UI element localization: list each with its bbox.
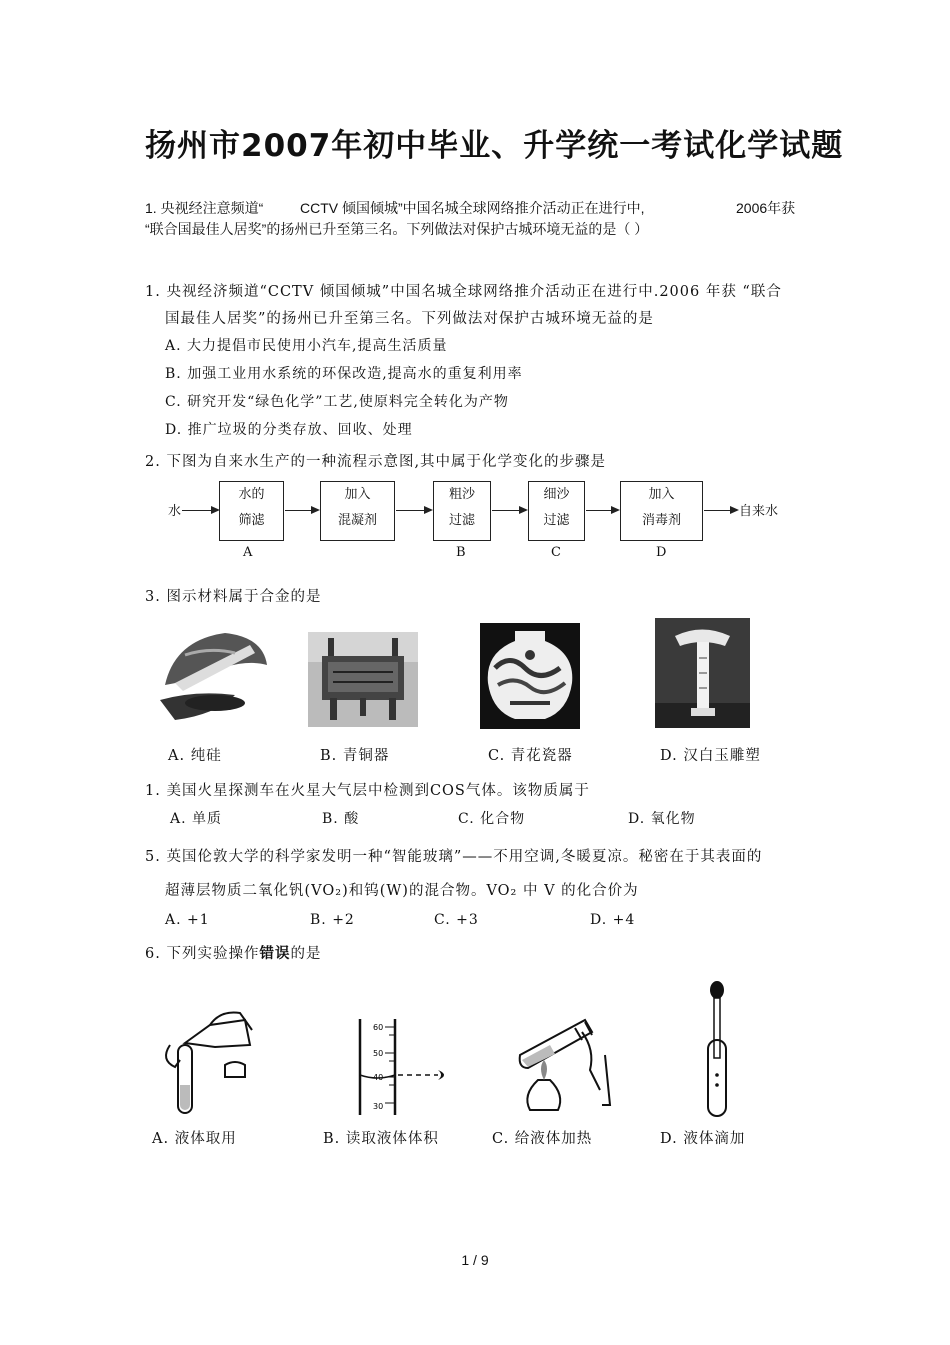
flow-letter-c: C bbox=[551, 545, 561, 560]
q3-caption-b: B. 青铜器 bbox=[320, 748, 390, 764]
flow-arrow bbox=[704, 510, 737, 511]
q3-caption-d: D. 汉白玉雕塑 bbox=[660, 748, 761, 764]
flow-step-2-line2: 混凝剂 bbox=[337, 513, 377, 528]
dropper-test-tube-image bbox=[695, 980, 740, 1120]
flow-arrow bbox=[586, 510, 618, 511]
page-title: 扬州市2007年初中毕业、升学统一考试化学试题 bbox=[145, 128, 844, 164]
flow-step-4-line2: 过滤 bbox=[543, 513, 570, 528]
flow-arrow bbox=[182, 510, 218, 511]
bronze-vessel-image bbox=[308, 632, 418, 727]
flow-letter-d: D bbox=[656, 545, 667, 560]
q6-stem-c: 的是 bbox=[290, 946, 322, 962]
page-number: 1 / 9 bbox=[461, 1252, 489, 1268]
flow-step-3-line2: 过滤 bbox=[448, 513, 475, 528]
flow-step-3 bbox=[433, 481, 491, 541]
q5-line2: 超薄层物质二氧化钒(VO₂)和钨(W)的混合物。VO₂ 中 V 的化合价为 bbox=[165, 883, 639, 899]
q3-stem: 3. 图示材料属于合金的是 bbox=[145, 589, 322, 605]
q4-option-d: D. 氧化物 bbox=[628, 811, 696, 827]
q1-text-line1-a: 1. 央视经注意频道“ bbox=[145, 200, 264, 216]
flow-step-5-line2: 消毒剂 bbox=[641, 513, 681, 528]
q1-scan-line2: 国最佳人居奖”的扬州已升至第三名。下列做法对保护古城环境无益的是 bbox=[165, 311, 654, 327]
q3-caption-c: C. 青花瓷器 bbox=[488, 748, 573, 764]
porcelain-vase-image bbox=[480, 623, 580, 729]
flow-step-4 bbox=[528, 481, 585, 541]
flow-step-2-line1: 加入 bbox=[344, 487, 371, 502]
scale-label-60: 60 bbox=[373, 1023, 384, 1032]
flow-letter-b: B bbox=[456, 545, 466, 560]
q6-caption-a: A. 液体取用 bbox=[152, 1131, 237, 1147]
scale-label-50: 50 bbox=[373, 1049, 384, 1058]
q1-scan-line1: 1. 央视经济频道“CCTV 倾国倾城”中国名城全球网络推介活动正在进行中.2006 年获 “联合 bbox=[145, 284, 782, 300]
q5-option-c: C. +3 bbox=[434, 912, 479, 928]
flow-arrow bbox=[396, 510, 431, 511]
flow-letter-a: A bbox=[243, 545, 253, 560]
flow-arrow bbox=[492, 510, 526, 511]
marble-sculpture-image bbox=[655, 618, 750, 728]
q1-option-b: B. 加强工业用水系统的环保改造,提高水的重复利用率 bbox=[165, 366, 523, 382]
q6-stem bbox=[145, 942, 321, 963]
flow-step-1-line1: 水的 bbox=[238, 487, 265, 502]
q5-option-d: D. +4 bbox=[590, 912, 636, 928]
q6-caption-d: D. 液体滴加 bbox=[660, 1131, 746, 1147]
q1-option-a: A. 大力提倡市民使用小汽车,提高生活质量 bbox=[165, 338, 448, 354]
q1-option-d: D. 推广垃圾的分类存放、回收、处理 bbox=[165, 422, 413, 438]
flow-step-4-line1: 细沙 bbox=[543, 487, 570, 502]
q1-text-line2: “联合国最佳人居奖”的扬州已升至第三名。下列做法对保护古城环境无益的是（ ） bbox=[145, 221, 649, 237]
flow-step-5-line1: 加入 bbox=[648, 487, 675, 502]
graduated-cylinder-image bbox=[340, 1015, 460, 1120]
flow-arrow bbox=[285, 510, 318, 511]
q6-stem-emphasis: 错误 bbox=[259, 945, 291, 962]
q6-stem-a: 6. 下列实验操作 bbox=[145, 946, 260, 962]
q3-caption-a: A. 纯硅 bbox=[168, 748, 222, 764]
q4-stem: 1. 美国火星探测车在火星大气层中检测到COS气体。该物质属于 bbox=[145, 783, 590, 799]
q4-option-c: C. 化合物 bbox=[458, 811, 526, 827]
flow-step-1 bbox=[219, 481, 284, 541]
flow-start-label: 水 bbox=[168, 504, 182, 519]
scale-label-30: 30 bbox=[373, 1102, 384, 1111]
q1-option-c: C. 研究开发“绿色化学”工艺,使原料完全转化为产物 bbox=[165, 394, 509, 410]
scale-label-40: 40 bbox=[373, 1073, 384, 1082]
flow-end-label: 自来水 bbox=[739, 504, 779, 519]
flow-step-5 bbox=[620, 481, 703, 541]
liquid-pouring-image bbox=[140, 1005, 260, 1120]
flow-step-1-line2: 筛滤 bbox=[238, 513, 265, 528]
q5-option-a: A. +1 bbox=[165, 912, 210, 928]
q1-text-line1-c: 2006年获 bbox=[736, 200, 796, 216]
heating-test-tube-image bbox=[510, 1010, 630, 1120]
q5-line1: 5. 英国伦敦大学的科学家发明一种“智能玻璃”——不用空调,冬暖夏凉。秘密在于其表面的 bbox=[145, 849, 763, 865]
q1-text-line1-b: CCTV 倾国倾城”中国名城全球网络推介活动正在进行中, bbox=[300, 200, 645, 216]
q5-option-b: B. +2 bbox=[310, 912, 355, 928]
flow-step-2 bbox=[320, 481, 395, 541]
q6-caption-b: B. 读取液体体积 bbox=[323, 1131, 439, 1147]
q6-caption-c: C. 给液体加热 bbox=[492, 1131, 593, 1147]
flow-step-3-line1: 粗沙 bbox=[448, 487, 475, 502]
q2-stem: 2. 下图为自来水生产的一种流程示意图,其中属于化学变化的步骤是 bbox=[145, 454, 607, 470]
q4-option-b: B. 酸 bbox=[322, 811, 360, 827]
q4-option-a: A. 单质 bbox=[170, 811, 223, 827]
pure-silicon-image bbox=[155, 625, 270, 725]
